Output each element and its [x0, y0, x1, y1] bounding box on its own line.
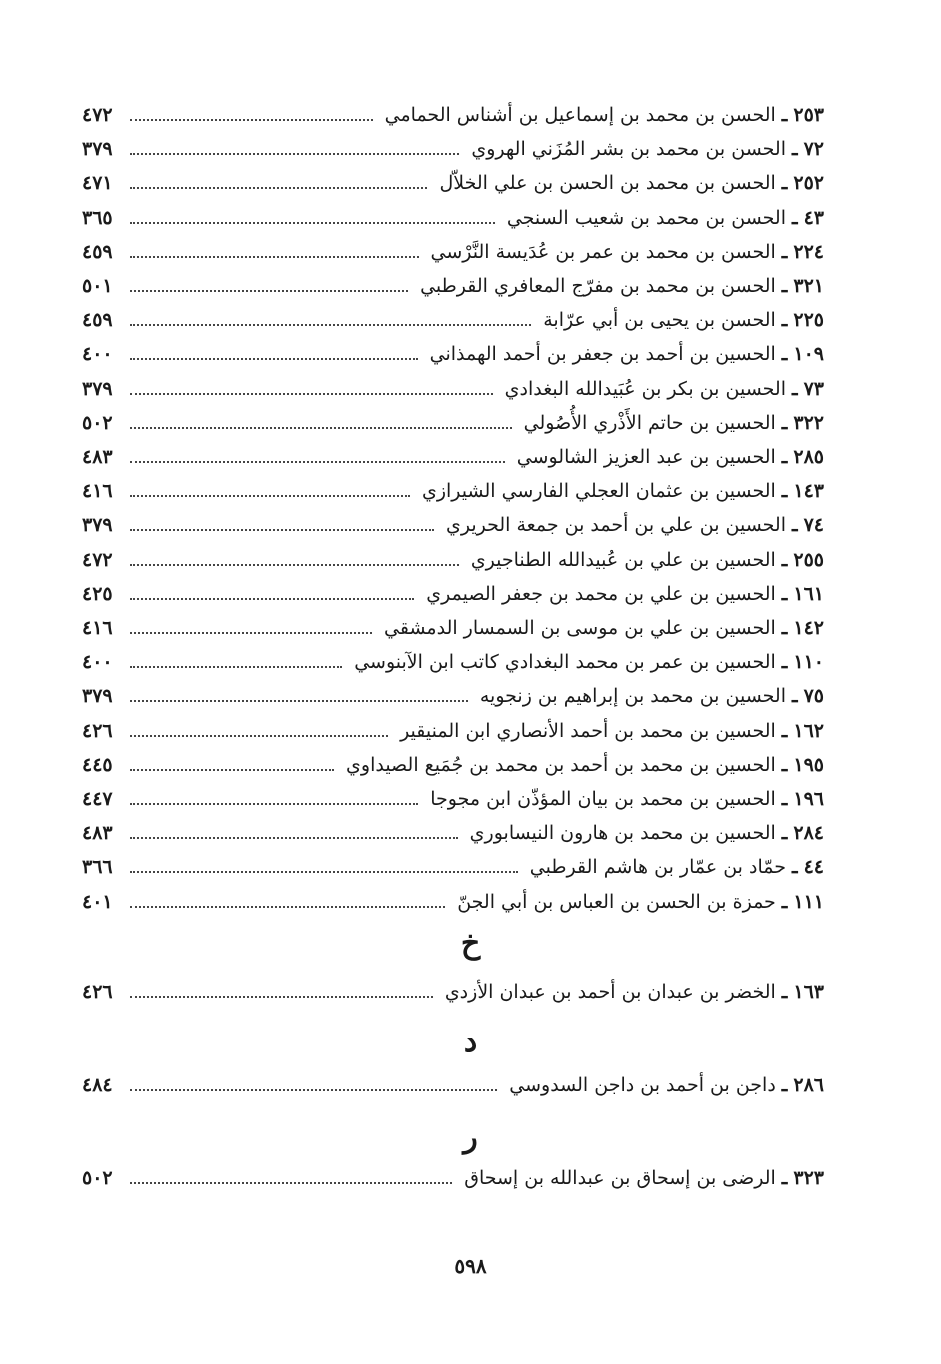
entry-number: ٤٤: [803, 856, 824, 878]
dot-leader: [130, 598, 414, 600]
section-heading-kha: خ: [460, 926, 481, 961]
entry-separator: ـ: [781, 720, 788, 742]
entry-name: الرضى بن إسحاق بن عبدالله بن إسحاق: [464, 1167, 776, 1189]
entry-name: الحسين بن حاتم الأَذْري الأُصُولي: [523, 412, 776, 434]
entry-page-ref: ٤٥٩: [82, 309, 113, 331]
index-entry: [82, 271, 824, 301]
entry-number: ١٤٣: [793, 480, 824, 502]
index-entry: [82, 750, 824, 780]
entry-number: ٧٥: [803, 685, 824, 707]
entry-page-ref: ٥٠٢: [82, 412, 113, 434]
entry-page-ref: ٤٥٩: [82, 241, 113, 263]
entry-separator: ـ: [781, 172, 788, 194]
index-entry: [82, 203, 824, 233]
entry-separator: ـ: [792, 378, 798, 400]
index-entry: [82, 442, 824, 472]
page-number: ٥٩٨: [454, 1254, 487, 1278]
entry-name: الحسين بن عمر بن محمد البغدادي كاتب ابن الآبنوسي: [354, 651, 776, 673]
entry-number: ١٦١: [793, 583, 824, 605]
index-entry: [82, 408, 824, 438]
entry-name: داجن بن أحمد بن داجن السدوسي: [509, 1074, 776, 1096]
entry-name: حمزة بن الحسن بن العباس بن أبي الجنّ: [457, 891, 776, 913]
entry-number: ١٦٢: [793, 720, 824, 742]
entry-number: ٣٢١: [793, 275, 824, 297]
entry-page-ref: ٤٢٦: [82, 720, 113, 742]
index-entry: [82, 1070, 824, 1100]
entry-number: ٢٢٤: [793, 241, 824, 263]
entry-number: ٢٥٣: [793, 104, 824, 126]
entry-page-ref: ٣٧٩: [82, 514, 113, 536]
entry-name: الحسين بن علي بن محمد بن جعفر الصيمري: [426, 583, 776, 605]
dot-leader: [130, 769, 334, 771]
entry-number: ٤٣: [803, 207, 824, 229]
entry-page-ref: ٣٦٥: [82, 207, 113, 229]
entry-number: ١٠٩: [793, 343, 824, 365]
dot-leader: [130, 256, 419, 258]
entry-number: ١٦٣: [793, 981, 824, 1003]
dot-leader: [130, 358, 418, 360]
section-heading-dal: د: [463, 1024, 478, 1059]
index-entry: [82, 305, 824, 335]
entry-name: الحسين بن علي بن أحمد بن جمعة الحريري: [446, 514, 786, 536]
entry-page-ref: ٣٧٩: [82, 138, 113, 160]
dot-leader: [130, 119, 373, 121]
entry-separator: ـ: [781, 1167, 788, 1189]
index-entry: [82, 977, 824, 1007]
entry-separator: ـ: [792, 685, 798, 707]
index-entry: [82, 545, 824, 575]
index-entry: [82, 476, 824, 506]
index-entry: [82, 716, 824, 746]
entry-separator: ـ: [781, 309, 788, 331]
entry-page-ref: ٤٨٣: [82, 446, 113, 468]
entry-page-ref: ٤١٦: [82, 480, 113, 502]
entry-number: ١٤٢: [793, 617, 824, 639]
entry-separator: ـ: [781, 412, 788, 434]
entry-number: ٧٤: [803, 514, 824, 536]
entry-number: ٧٢: [803, 138, 824, 160]
index-entry: [82, 510, 824, 540]
entry-number: ٧٣: [803, 378, 824, 400]
entry-number: ١٩٥: [793, 754, 824, 776]
entry-name: حمّاد بن عمّار بن هاشم القرطبي: [529, 856, 786, 878]
entry-separator: ـ: [781, 788, 788, 810]
index-entry: [82, 134, 824, 164]
entry-separator: ـ: [792, 207, 798, 229]
entry-separator: ـ: [792, 856, 798, 878]
dot-leader: [130, 906, 445, 908]
entry-separator: ـ: [781, 1074, 788, 1096]
entry-page-ref: ٤٤٥: [82, 754, 113, 776]
entry-page-ref: ٤٨٤: [82, 1074, 113, 1096]
entry-name: الحسين بن علي بن عُبيدالله الطناجيري: [470, 549, 776, 571]
entry-name: الحسين بن محمد بن بيان المؤذّن ابن مجوجا: [430, 788, 776, 810]
entry-number: ٢٥٥: [793, 549, 824, 571]
entry-page-ref: ٤٢٥: [82, 583, 113, 605]
entry-name: الحسين بن محمد بن أحمد الأنصاري ابن المنيقير: [400, 720, 776, 742]
entry-separator: ـ: [781, 583, 788, 605]
entry-page-ref: ٣٧٩: [82, 378, 113, 400]
entry-number: ٢٥٢: [793, 172, 824, 194]
entry-page-ref: ٤٧٢: [82, 549, 113, 571]
entry-separator: ـ: [781, 549, 788, 571]
dot-leader: [130, 529, 434, 531]
entry-page-ref: ٤٠١: [82, 891, 113, 913]
entry-name: الحسن بن محمد بن شعيب السنجي: [506, 207, 786, 229]
entry-separator: ـ: [781, 754, 788, 776]
index-entry: [82, 681, 824, 711]
dot-leader: [130, 837, 458, 839]
entry-number: ٣٢٢: [793, 412, 824, 434]
entry-name: الحسين بن أحمد بن جعفر بن أحمد الهمذاني: [429, 343, 776, 365]
index-entry: [82, 339, 824, 369]
index-entry: [82, 784, 824, 814]
entry-page-ref: ٤٤٧: [82, 788, 113, 810]
dot-leader: [130, 735, 388, 737]
dot-leader: [130, 324, 531, 326]
entry-separator: ـ: [781, 651, 788, 673]
dot-leader: [130, 427, 512, 429]
dot-leader: [130, 996, 433, 998]
entry-page-ref: ٣٧٩: [82, 685, 113, 707]
index-entry: [82, 852, 824, 882]
index-entry: [82, 1163, 824, 1193]
entry-separator: ـ: [781, 891, 788, 913]
entry-number: ٢٨٥: [793, 446, 824, 468]
dot-leader: [130, 1089, 497, 1091]
entry-separator: ـ: [781, 446, 788, 468]
entry-separator: ـ: [781, 822, 788, 844]
entry-page-ref: ٤٠٠: [82, 651, 113, 673]
entry-name: الحسن بن محمد بن عمر بن عُدَيسة النَّرْسي: [430, 241, 776, 263]
dot-leader: [130, 700, 468, 702]
entry-name: الحسين بن محمد بن إبراهيم بن زنجويه: [479, 685, 786, 707]
entry-page-ref: ٤١٦: [82, 617, 113, 639]
dot-leader: [130, 803, 418, 805]
entry-page-ref: ٤٠٠: [82, 343, 113, 365]
entry-name: الحسين بن عثمان العجلي الفارسي الشيرازي: [421, 480, 776, 502]
entry-name: الحسن بن محمد بن بشر المُزَني الهروي: [471, 138, 786, 160]
entry-page-ref: ٤٨٣: [82, 822, 113, 844]
index-entry: [82, 168, 824, 198]
index-entry: [82, 237, 824, 267]
index-entry: [82, 647, 824, 677]
entry-number: ٢٨٤: [793, 822, 824, 844]
dot-leader: [130, 187, 427, 189]
dot-leader: [130, 495, 410, 497]
index-entry: [82, 579, 824, 609]
entry-separator: ـ: [781, 343, 788, 365]
entry-name: الحسن بن يحيى بن أبي عرّابة: [543, 309, 776, 331]
entry-separator: ـ: [781, 241, 788, 263]
dot-leader: [130, 290, 408, 292]
entry-separator: ـ: [792, 514, 798, 536]
entry-number: ٢٢٥: [793, 309, 824, 331]
entry-page-ref: ٥٠٢: [82, 1167, 113, 1189]
entry-number: ١٩٦: [793, 788, 824, 810]
entry-number: ١١٠: [793, 651, 824, 673]
entry-page-ref: ٤٧١: [82, 172, 113, 194]
entry-name: الخضر بن عبدان بن أحمد بن عبدان الأزدي: [444, 981, 776, 1003]
index-entry: [82, 613, 824, 643]
entry-page-ref: ٤٢٦: [82, 981, 113, 1003]
entry-separator: ـ: [781, 275, 788, 297]
dot-leader: [130, 1182, 452, 1184]
entry-name: الحسن بن محمد بن مفرّج المعافري القرطبي: [420, 275, 776, 297]
dot-leader: [130, 461, 505, 463]
entry-page-ref: ٣٦٦: [82, 856, 113, 878]
entry-page-ref: ٤٧٢: [82, 104, 113, 126]
section-heading-ra: ر: [463, 1120, 478, 1155]
entry-name: الحسين بن محمد بن أحمد بن محمد بن جُمَيع الصيداوي: [346, 754, 776, 776]
dot-leader: [130, 632, 372, 634]
entry-name: الحسين بن محمد بن هارون النيسابوري: [469, 822, 776, 844]
entry-separator: ـ: [781, 104, 788, 126]
index-entry: [82, 887, 824, 917]
entry-separator: ـ: [781, 480, 788, 502]
dot-leader: [130, 666, 342, 668]
dot-leader: [130, 564, 459, 566]
dot-leader: [130, 153, 459, 155]
entry-page-ref: ٥٠١: [82, 275, 113, 297]
entry-separator: ـ: [781, 981, 788, 1003]
entry-name: الحسن بن محمد بن الحسن بن علي الخلاّل: [439, 172, 776, 194]
entry-separator: ـ: [781, 617, 788, 639]
entry-separator: ـ: [792, 138, 798, 160]
entry-name: الحسن بن محمد بن إسماعيل بن أشناس الحمامي: [384, 104, 776, 126]
entry-name: الحسين بن بكر بن عُبَيدالله البغدادي: [504, 378, 786, 400]
index-entry: [82, 818, 824, 848]
entry-number: ٣٢٣: [793, 1167, 824, 1189]
dot-leader: [130, 393, 493, 395]
entry-name: الحسين بن علي بن موسى بن السمسار الدمشقي: [384, 617, 776, 639]
index-entry: [82, 100, 824, 130]
entry-name: الحسين بن عبد العزيز الشالوسي: [516, 446, 776, 468]
dot-leader: [130, 222, 495, 224]
dot-leader: [130, 871, 518, 873]
index-entry: [82, 374, 824, 404]
entry-number: ١١١: [793, 891, 824, 913]
entry-number: ٢٨٦: [793, 1074, 824, 1096]
